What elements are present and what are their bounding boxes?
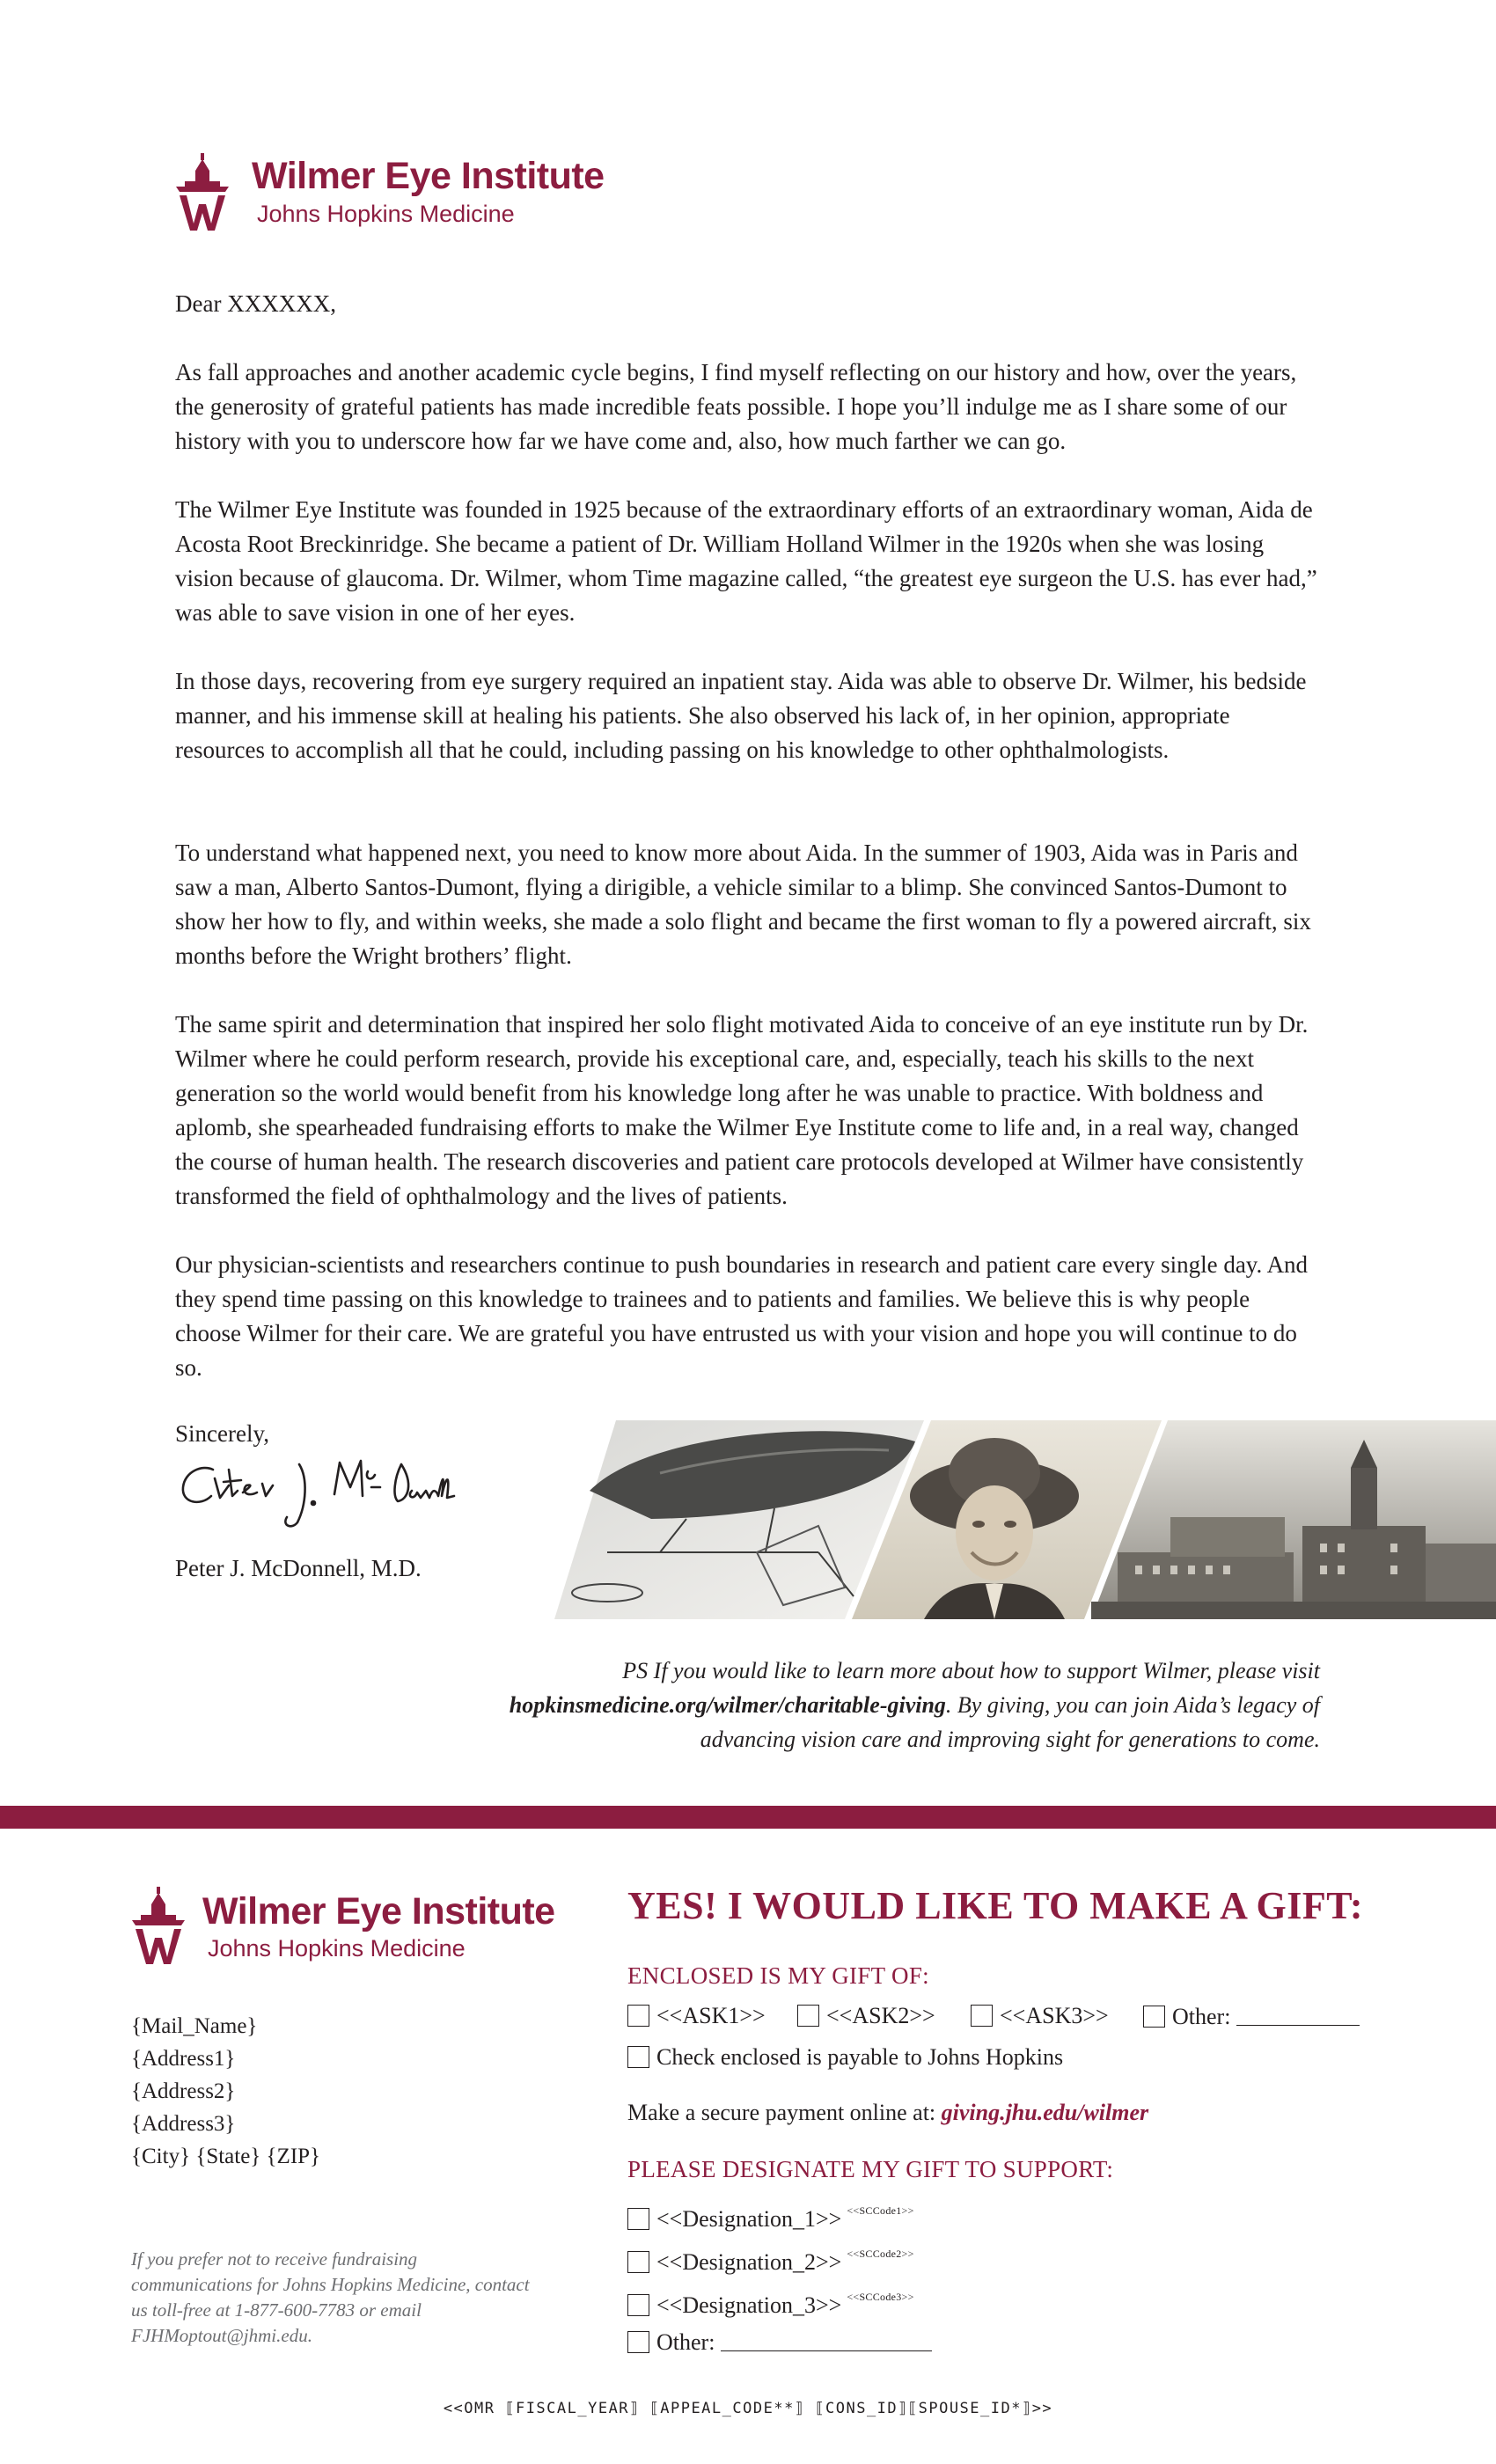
checkbox[interactable] <box>1143 2006 1165 2028</box>
ask-option-2[interactable]: <<ASK2>> <box>797 2002 935 2030</box>
online-payment-link[interactable]: giving.jhu.edu/wilmer <box>941 2100 1149 2125</box>
letter-paragraph: The Wilmer Eye Institute was founded in 1925 because of the extraordinary efforts of an extraordinary woman, Aida de Acosta Root Breckinridge. She became a patient of Dr. William Holland Wilmer in the 1920s when she was losing vision because of glaucoma. Dr. Wilmer, whom Time magazine called, “the greatest eye surgeon the U.S. has ever had,” was able to save vision in one of her eyes. <box>175 496 1317 626</box>
checkbox[interactable] <box>797 2005 819 2027</box>
salutation: Dear XXXXXX, <box>175 290 336 317</box>
gift-heading: YES! I WOULD LIKE TO MAKE A GIFT: <box>627 1884 1363 1927</box>
designation-code: <<SCCode2>> <box>847 2248 914 2260</box>
designation-code: <<SCCode3>> <box>847 2291 914 2303</box>
other-designation-label: Other: <box>656 2329 715 2355</box>
letter-paragraph: The same spirit and determination that inspired her solo flight motivated Aida to conceive of an eye institute run by Dr. Wilmer where he could perform research, provide his exceptional care, and, especially, teach his skills to the next generation so the world would benefit from his knowledge long after he was unable to practice. With boldness and aplomb, she spearheaded fundraising efforts to make the Wilmer Eye Institute come to life and, in a real way, changed the course of human health. The research discoveries and patient care protocols developed at Wilmer have consistently transformed the field of ophthalmology and the lives of patients. <box>175 1011 1309 1209</box>
ask-options-row <box>627 2002 1375 2030</box>
letter-paragraph: In those days, recovering from eye surgery required an inpatient stay. Aida was able to observe Dr. Wilmer, his bedside manner, and his immense skill at healing his patients. She also observed his lack of, in her opinion, appropriate resources to accomplish all that he could, including passing on his knowledge to other ophthalmologists. <box>175 668 1307 763</box>
wilmer-building-photo <box>1091 1420 1496 1619</box>
checkbox[interactable] <box>627 2005 649 2027</box>
checkbox[interactable] <box>627 2294 649 2316</box>
signature <box>176 1452 466 1531</box>
wilmer-shield-icon <box>128 1885 188 1966</box>
ps-link[interactable]: hopkinsmedicine.org/wilmer/charitable-giving <box>509 1692 946 1718</box>
signer-name: Peter J. McDonnell, M.D. <box>175 1555 422 1581</box>
other-amount-field[interactable] <box>1236 2002 1360 2026</box>
designation-code: <<SCCode1>> <box>847 2204 914 2217</box>
checkbox[interactable] <box>627 2208 649 2230</box>
designation-option-3[interactable] <box>627 2283 914 2318</box>
postscript <box>493 1654 1320 1756</box>
enclosed-gift-heading: ENCLOSED IS MY GIFT OF: <box>627 1962 929 1989</box>
ask-option-1[interactable]: <<ASK1>> <box>627 2002 766 2030</box>
checkbox[interactable] <box>971 2005 993 2027</box>
ask-option-3[interactable]: <<ASK3>> <box>971 2002 1109 2030</box>
designation-option-1[interactable] <box>627 2196 914 2232</box>
mailing-address <box>131 2010 320 2173</box>
closing: Sincerely, <box>175 1420 269 1447</box>
section-divider <box>0 1806 1496 1829</box>
address-line: {Address1} <box>131 2047 236 2071</box>
wilmer-shield-icon <box>172 151 232 232</box>
optout-notice: If you prefer not to receive fundraising communications for Johns Hopkins Medicine, contact us toll-free at 1-877-600-7783 or email FJHMoptout@jhmi.edu. <box>131 2248 530 2346</box>
checkbox[interactable] <box>627 2046 649 2068</box>
designation-label: <<Designation_3>> <box>656 2292 842 2318</box>
logo-subtitle: Johns Hopkins Medicine <box>208 1935 466 1962</box>
designation-option-other[interactable] <box>627 2328 932 2356</box>
wilmer-logo <box>172 151 630 236</box>
designation-label: <<Designation_2>> <box>656 2249 842 2275</box>
letter-paragraph: To understand what happened next, you need to know more about Aida. In the summer of 1903, Aida was in Paris and saw a man, Alberto Santos-Dumont, flying a dirigible, a vehicle similar to a blimp. She convinced Santos-Dumont to show her how to fly, and within weeks, she made a solo flight and became the first woman to fly a powered aircraft, six months before the Wright brothers’ flight. <box>175 840 1311 969</box>
checkbox[interactable] <box>627 2331 649 2353</box>
letter-paragraph: Our physician-scientists and researchers continue to push boundaries in research and patient care every single day. And they spend time passing on this knowledge to trainees and to patients and families. We believe this is why people choose Wilmer for their care. We are grateful you have entrusted us with your vision and hope you will continue to do so. <box>175 1251 1309 1381</box>
ps-text: PS If you would like to learn more about how to support Wilmer, please visit <box>622 1658 1320 1683</box>
online-payment-label: Make a secure payment online at: <box>627 2100 936 2125</box>
designate-heading: PLEASE DESIGNATE MY GIFT TO SUPPORT: <box>627 2156 1114 2182</box>
online-payment <box>627 2099 1148 2127</box>
wilmer-logo-reply <box>128 1885 586 1969</box>
designation-option-2[interactable] <box>627 2240 914 2275</box>
ask-option-other[interactable]: Other: <box>1143 2002 1360 2031</box>
address-line: {City} {State} {ZIP} <box>131 2145 321 2168</box>
checkbox[interactable] <box>627 2251 649 2273</box>
logo-title: Wilmer Eye Institute <box>202 1890 555 1932</box>
address-line: {Address3} <box>131 2112 236 2136</box>
logo-subtitle: Johns Hopkins Medicine <box>257 201 515 227</box>
designation-label: <<Designation_1>> <box>656 2206 842 2232</box>
check-enclosed-label: Check enclosed is payable to Johns Hopkins <box>656 2044 1064 2070</box>
address-line: {Address2} <box>131 2079 236 2103</box>
logo-title: Wilmer Eye Institute <box>252 155 605 197</box>
other-designation-field[interactable] <box>721 2328 932 2351</box>
address-line: {Mail_Name} <box>131 2014 258 2038</box>
ps-text-end: . By giving, you can join Aida’s legacy of advancing vision care and improving sight for generations to come. <box>700 1692 1320 1752</box>
historic-photo-strip <box>554 1420 1496 1619</box>
letter-paragraph: As fall approaches and another academic cycle begins, I find myself reflecting on our history and how, over the years, the generosity of grateful patients has made incredible feats possible. I hope you’ll indulge me as I share some of our history with you to underscore how far we have come and, also, how much farther we can go. <box>175 359 1297 454</box>
omr-code: <<OMR ⟦FISCAL_YEAR⟧ ⟦APPEAL_CODE**⟧ ⟦CONS_ID⟧⟦SPOUSE_ID*⟧>> <box>443 2400 1053 2417</box>
check-enclosed-option[interactable] <box>627 2043 1063 2072</box>
